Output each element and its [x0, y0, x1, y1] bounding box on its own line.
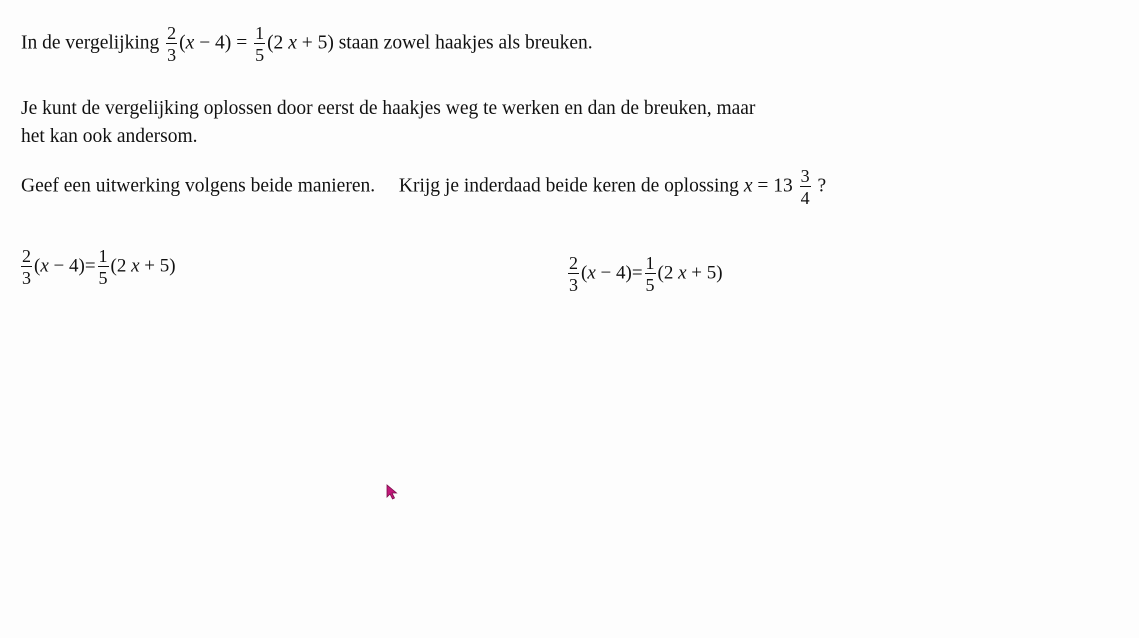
intro-text-after: staan zowel haakjes als breuken.: [338, 32, 593, 54]
variable-x: x: [678, 262, 687, 284]
paragraph-line-2: het kan ook andersom.: [21, 126, 198, 147]
paren-open: (2: [110, 255, 132, 277]
fraction-denominator: 5: [645, 275, 655, 295]
question-mark: ?: [817, 175, 827, 197]
fraction-numerator: 1: [98, 246, 108, 266]
intro-fraction-one-fifth: [254, 24, 265, 64]
equals-sign: =: [84, 255, 96, 277]
fraction-one-fifth: [98, 247, 109, 287]
paren-rest: − 4): [595, 262, 632, 284]
intro-text-before: In de vergelijking: [21, 32, 160, 54]
paren-rest: + 5): [686, 262, 723, 284]
paren-open: (2: [267, 32, 289, 54]
fraction-numerator: 1: [645, 253, 655, 273]
fraction-numerator: 2: [167, 23, 177, 43]
paren-rest: − 4): [194, 32, 232, 54]
paren-open: (: [581, 262, 588, 284]
fraction-denominator: 5: [98, 268, 108, 288]
equation-left: [19, 247, 176, 287]
question-part-1: Geef een uitwerking volgens beide manieren.: [21, 175, 376, 197]
fraction-two-thirds: [21, 247, 32, 287]
equals-sign: =: [236, 32, 248, 54]
fraction-numerator: 3: [800, 166, 810, 186]
equation-right: [566, 254, 723, 294]
variable-x: x: [40, 255, 49, 277]
fraction-two-thirds: [568, 254, 579, 294]
mouse-pointer-icon: [386, 484, 398, 500]
equals-sign: =: [757, 175, 769, 197]
fraction-denominator: 3: [22, 268, 31, 288]
variable-x: x: [743, 175, 753, 197]
paren-open: (: [34, 255, 41, 277]
fraction-numerator: 2: [22, 246, 31, 266]
fraction-numerator: 2: [569, 253, 578, 273]
variable-x: x: [288, 32, 297, 54]
variable-x: x: [131, 255, 140, 277]
variable-x: x: [185, 32, 195, 54]
paren-open: (2: [657, 262, 679, 284]
solution-whole: 13: [773, 175, 793, 197]
paren-rest: + 5): [139, 255, 176, 277]
paragraph-line-1: Je kunt de vergelijking oplossen door eerst de haakjes weg te werken en dan de breuken, maar: [21, 98, 756, 119]
fraction-denominator: 3: [167, 45, 177, 65]
fraction-denominator: 4: [800, 188, 810, 208]
question-line: [21, 167, 826, 207]
fraction-denominator: 3: [569, 275, 578, 295]
fraction-denominator: 5: [255, 45, 265, 65]
paren-rest: − 4): [48, 255, 85, 277]
variable-x: x: [587, 262, 596, 284]
fraction-one-fifth: [645, 254, 656, 294]
question-part-2: Krijg je inderdaad beide keren de oplossing: [398, 175, 739, 197]
paren-rest: + 5): [296, 32, 334, 54]
fraction-numerator: 1: [255, 23, 265, 43]
paren-open: (: [179, 32, 186, 54]
solution-fraction-three-quarters: [800, 167, 811, 207]
equals-sign: =: [631, 262, 643, 284]
intro-sentence: [21, 24, 593, 64]
intro-fraction-two-thirds: [166, 24, 177, 64]
